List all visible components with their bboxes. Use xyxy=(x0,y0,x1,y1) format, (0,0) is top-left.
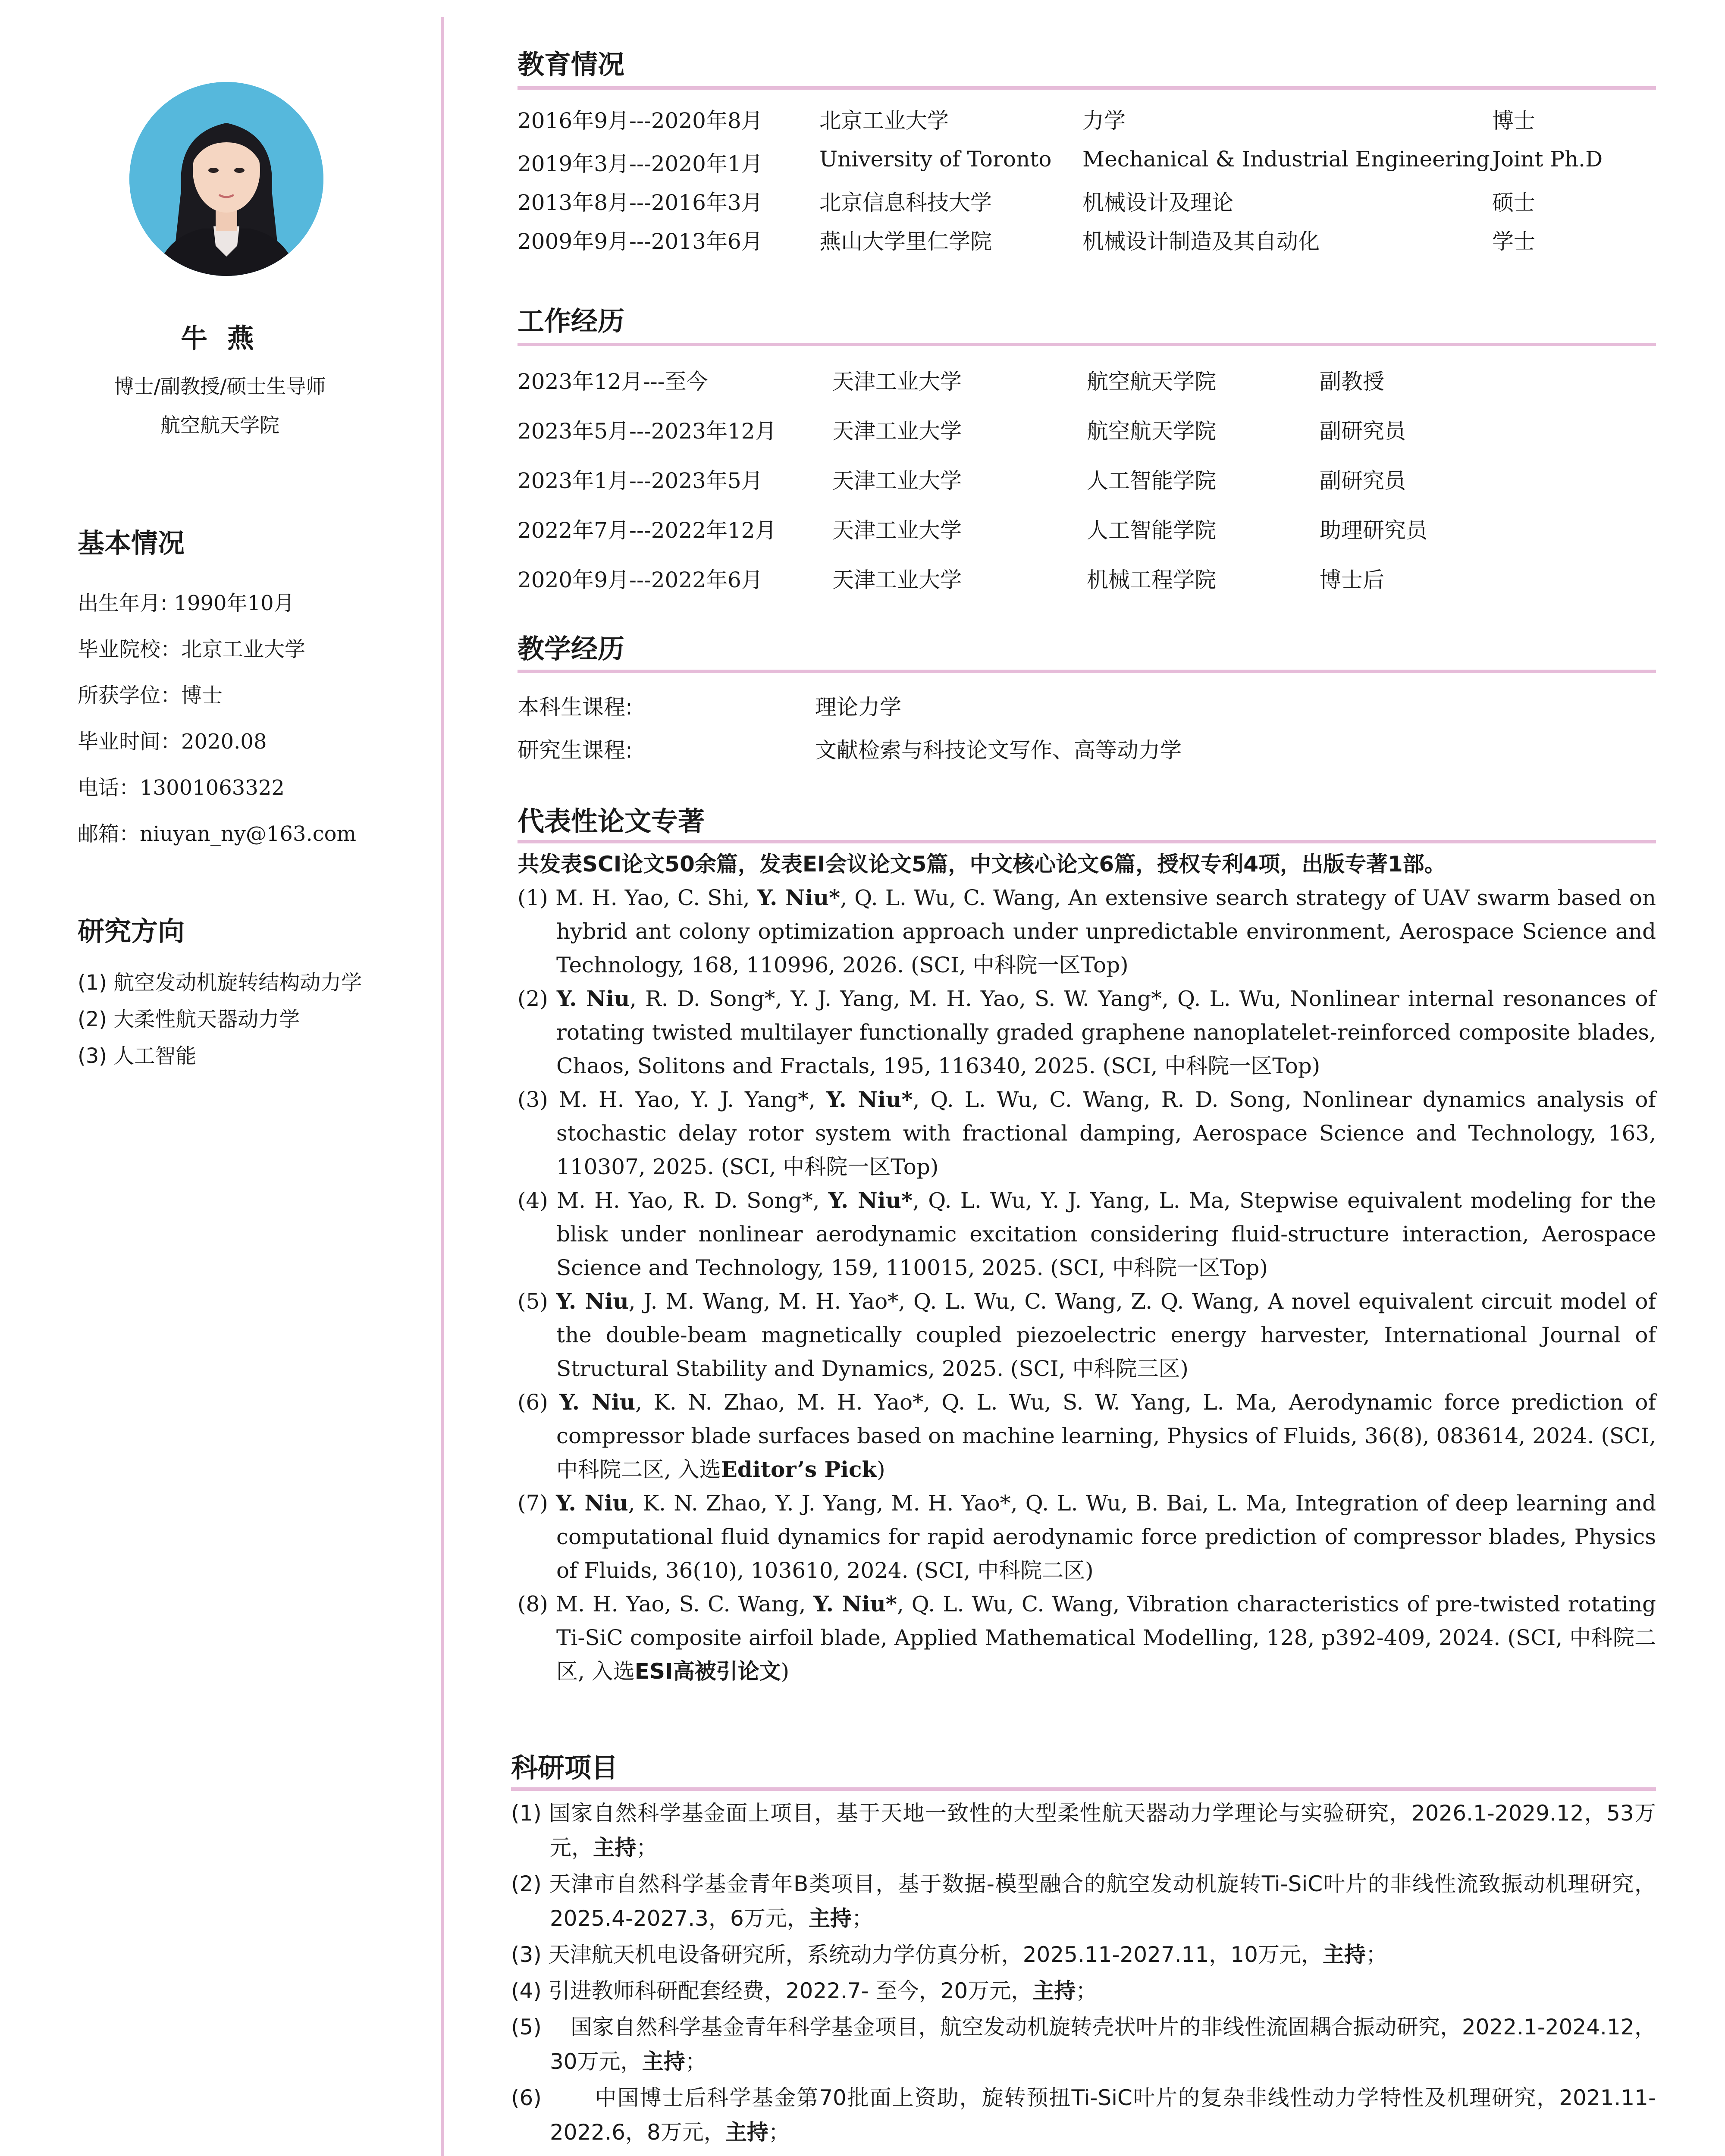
research-item: (1) 航空发动机旋转结构动力学 xyxy=(78,971,362,995)
work-row xyxy=(518,513,1656,548)
project-entry: (4) 引进教师科研配套经费，2022.7- 至今，20万元，主持； xyxy=(511,1978,1098,2003)
work-position: 助理研究员 xyxy=(1320,518,1427,543)
section-rule xyxy=(518,840,1656,843)
author-highlight: Y. Niu* xyxy=(757,885,841,910)
basic-info-item: 毕业院校：北京工业大学 xyxy=(78,637,306,661)
teaching-course: 理论力学 xyxy=(815,695,901,720)
work-period: 2023年12月---至今 xyxy=(518,369,708,394)
education-row xyxy=(518,147,1656,181)
work-period: 2023年5月---2023年12月 xyxy=(518,419,777,444)
work-org: 天津工业大学 xyxy=(832,567,962,592)
basic-info-item[interactable]: 邮箱：niuyan_ny@163.com xyxy=(78,822,357,846)
work-dept: 机械工程学院 xyxy=(1087,567,1216,592)
education-degree: 博士 xyxy=(1492,108,1535,133)
basic-info-item: 所获学位：博士 xyxy=(78,683,223,708)
author-highlight: Y. Niu xyxy=(556,1288,629,1314)
work-org: 天津工业大学 xyxy=(832,419,962,444)
work-dept: 航空航天学院 xyxy=(1087,369,1216,394)
author-highlight: Y. Niu xyxy=(559,1389,636,1415)
paper-entry: (8) M. H. Yao, S. C. Wang, Y. Niu*, Q. L. Wu, C. Wang, Vibration characteristics of pre-twisted rotating Ti-SiC composite airfoil blade, Applied Mathematical Modelling, 128, p392-409, 2024. (SCI, 中科院二区, 入选ESI高被引论文) xyxy=(518,1591,1656,1684)
research-item: (2) 大柔性航天器动力学 xyxy=(78,1007,300,1031)
work-org: 天津工业大学 xyxy=(832,369,962,394)
teaching-label: 本科生课程: xyxy=(518,695,633,720)
work-period: 2020年9月---2022年6月 xyxy=(518,567,763,592)
work-row xyxy=(518,464,1656,498)
research-heading: 研究方向 xyxy=(78,915,185,947)
avatar xyxy=(129,82,323,276)
author-highlight: Y. Niu* xyxy=(828,1188,913,1213)
work-period: 2023年1月---2023年5月 xyxy=(518,468,763,493)
section-rule xyxy=(518,343,1656,346)
basic-info-item: 出生年月: 1990年10月 xyxy=(78,591,295,615)
education-period: 2013年8月---2016年3月 xyxy=(518,190,763,215)
research-item: (3) 人工智能 xyxy=(78,1044,197,1068)
teaching-heading: 教学经历 xyxy=(518,633,625,664)
work-org: 天津工业大学 xyxy=(832,518,962,543)
section-rule xyxy=(518,86,1656,90)
teaching-row xyxy=(518,690,1656,724)
person-title: 博士/副教授/硕士生导师 xyxy=(114,375,326,398)
education-degree: 学士 xyxy=(1492,229,1535,254)
section-rule xyxy=(511,1787,1656,1791)
work-period: 2022年7月---2022年12月 xyxy=(518,518,777,543)
section-rule xyxy=(518,670,1656,673)
education-school: 北京工业大学 xyxy=(819,108,949,133)
work-row xyxy=(518,364,1656,399)
education-period: 2019年3月---2020年1月 xyxy=(518,151,763,176)
education-period: 2009年9月---2013年6月 xyxy=(518,229,763,254)
project-entry: (2) 天津市自然科学基金青年B类项目，基于数据-模型融合的航空发动机旋转Ti-SiC叶片的非线性流致振动机理研究，2025.4-2027.3，6万元，主持； xyxy=(511,1871,1656,1931)
education-row xyxy=(518,103,1656,138)
work-row xyxy=(518,563,1656,597)
basic-info-heading: 基本情况 xyxy=(78,527,185,559)
work-position: 副教授 xyxy=(1320,369,1384,394)
author-highlight: Y. Niu* xyxy=(813,1591,897,1617)
teaching-label: 研究生课程: xyxy=(518,738,633,763)
education-school: 燕山大学里仁学院 xyxy=(819,229,992,254)
sidebar xyxy=(0,0,440,2156)
paper-entry: (3) M. H. Yao, Y. J. Yang*, Y. Niu*, Q. L. Wu, C. Wang, R. D. Song, Nonlinear dynamics analysis of stochastic delay rotor system with fractional damping, Aerospace Science and Technology, 163, 110307, 2025. (SCI, 中科院一区Top) xyxy=(518,1087,1656,1179)
education-period: 2016年9月---2020年8月 xyxy=(518,108,763,133)
papers-heading: 代表性论文专著 xyxy=(518,805,705,837)
project-entry: (3) 天津航天机电设备研究所，系统动力学仿真分析，2025.11-2027.11，10万元，主持； xyxy=(511,1942,1387,1967)
education-degree: 硕士 xyxy=(1492,190,1535,215)
papers-list xyxy=(518,847,1656,1688)
paper-entry: (1) M. H. Yao, C. Shi, Y. Niu*, Q. L. Wu, C. Wang, An extensive search strategy of UAV swarm based on hybrid ant colony optimization approach under unpredictable environment, Aerospace Science and Technology, 168, 110996, 2026. (SCI, 中科院一区Top) xyxy=(518,885,1656,978)
education-major: 力学 xyxy=(1082,108,1126,133)
work-dept: 航空航天学院 xyxy=(1087,419,1216,444)
work-org: 天津工业大学 xyxy=(832,468,962,493)
basic-info-item: 电话：13001063322 xyxy=(78,776,285,800)
person-affiliation: 航空航天学院 xyxy=(160,414,279,437)
project-entry: (6) 中国博士后科学基金第70批面上资助，旋转预扭Ti-SiC叶片的复杂非线性动力学特性及机理研究，2021.11-2022.6，8万元，主持； xyxy=(511,2085,1656,2145)
education-school: 北京信息科技大学 xyxy=(819,190,992,215)
work-heading: 工作经历 xyxy=(518,305,625,337)
paper-entry: (2) Y. Niu, R. D. Song*, Y. J. Yang, M. H. Yao, S. W. Yang*, Q. L. Wu, Nonlinear internal resonances of rotating twisted multilayer functionally graded graphene nanoplatelet-reinforced composite blades, Chaos, Solitons and Fractals, 195, 116340, 2025. (SCI, 中科院一区Top) xyxy=(518,986,1656,1078)
education-heading: 教育情况 xyxy=(518,49,625,80)
author-highlight: Y. Niu xyxy=(556,986,630,1011)
paper-entry: (4) M. H. Yao, R. D. Song*, Y. Niu*, Q. L. Wu, Y. J. Yang, L. Ma, Stepwise equivalent modeling for the blisk under nonlinear aerodynamic excitation considering fluid-structure interaction, Aerospace Science and Technology, 159, 110015, 2025. (SCI, 中科院一区Top) xyxy=(518,1188,1656,1280)
education-major: 机械设计制造及其自动化 xyxy=(1082,229,1320,254)
projects-heading: 科研项目 xyxy=(511,1752,618,1783)
author-highlight: Y. Niu* xyxy=(826,1087,913,1112)
education-row xyxy=(518,224,1656,259)
work-position: 副研究员 xyxy=(1320,419,1406,444)
education-degree: Joint Ph.D xyxy=(1492,147,1603,172)
education-major: Mechanical & Industrial Engineering xyxy=(1082,147,1490,172)
paper-entry: (6) Y. Niu, K. N. Zhao, M. H. Yao*, Q. L. Wu, S. W. Yang, L. Ma, Aerodynamic force prediction of compressor blade surfaces based on machine learning, Physics of Fluids, 36(8), 083614, 2024. (SCI, 中科院二区, 入选Editor’s Pick) xyxy=(518,1389,1656,1482)
project-entry: (5) 国家自然科学基金青年科学基金项目，航空发动机旋转壳状叶片的非线性流固耦合振动研究，2022.1-2024.12，30万元，主持； xyxy=(511,2015,1656,2074)
project-entry xyxy=(511,2151,1656,2156)
teaching-row xyxy=(518,733,1656,768)
work-dept: 人工智能学院 xyxy=(1087,518,1216,543)
projects-list xyxy=(511,1796,1656,2156)
paper-entry: (7) Y. Niu, K. N. Zhao, Y. J. Yang, M. H. Yao*, Q. L. Wu, B. Bai, L. Ma, Integration of deep learning and computational fluid dynamics for rapid aerodynamic force prediction of compressor blades, Physics of Fluids, 36(10), 103610, 2024. (SCI, 中科院二区) xyxy=(518,1490,1656,1583)
sidebar-divider xyxy=(441,17,444,2156)
work-row xyxy=(518,414,1656,448)
papers-summary: 共发表SCI论文50余篇，发表EI会议论文5篇，中文核心论文6篇，授权专利4项，出版专著1部。 xyxy=(518,852,1446,877)
author-highlight: Y. Niu xyxy=(556,1490,628,1516)
education-row xyxy=(518,185,1656,220)
paper-entry: (5) Y. Niu, J. M. Wang, M. H. Yao*, Q. L. Wu, C. Wang, Z. Q. Wang, A novel equivalent circuit model of the double-beam magnetically coupled piezoelectric energy harvester, International Journal of Structural Stability and Dynamics, 2025. (SCI, 中科院三区) xyxy=(518,1288,1656,1381)
work-dept: 人工智能学院 xyxy=(1087,468,1216,493)
teaching-course: 文献检索与科技论文写作、高等动力学 xyxy=(815,738,1182,763)
work-position: 副研究员 xyxy=(1320,468,1406,493)
education-school: University of Toronto xyxy=(819,147,1052,172)
education-major: 机械设计及理论 xyxy=(1082,190,1233,215)
project-entry: (1) 国家自然科学基金面上项目，基于天地一致性的大型柔性航天器动力学理论与实验研究，2026.1-2029.12，53万元，主持； xyxy=(511,1801,1656,1860)
person-name: 牛 燕 xyxy=(181,323,259,354)
portrait-photo xyxy=(129,82,323,276)
work-position: 博士后 xyxy=(1320,567,1384,592)
basic-info-item: 毕业时间：2020.08 xyxy=(78,730,267,754)
